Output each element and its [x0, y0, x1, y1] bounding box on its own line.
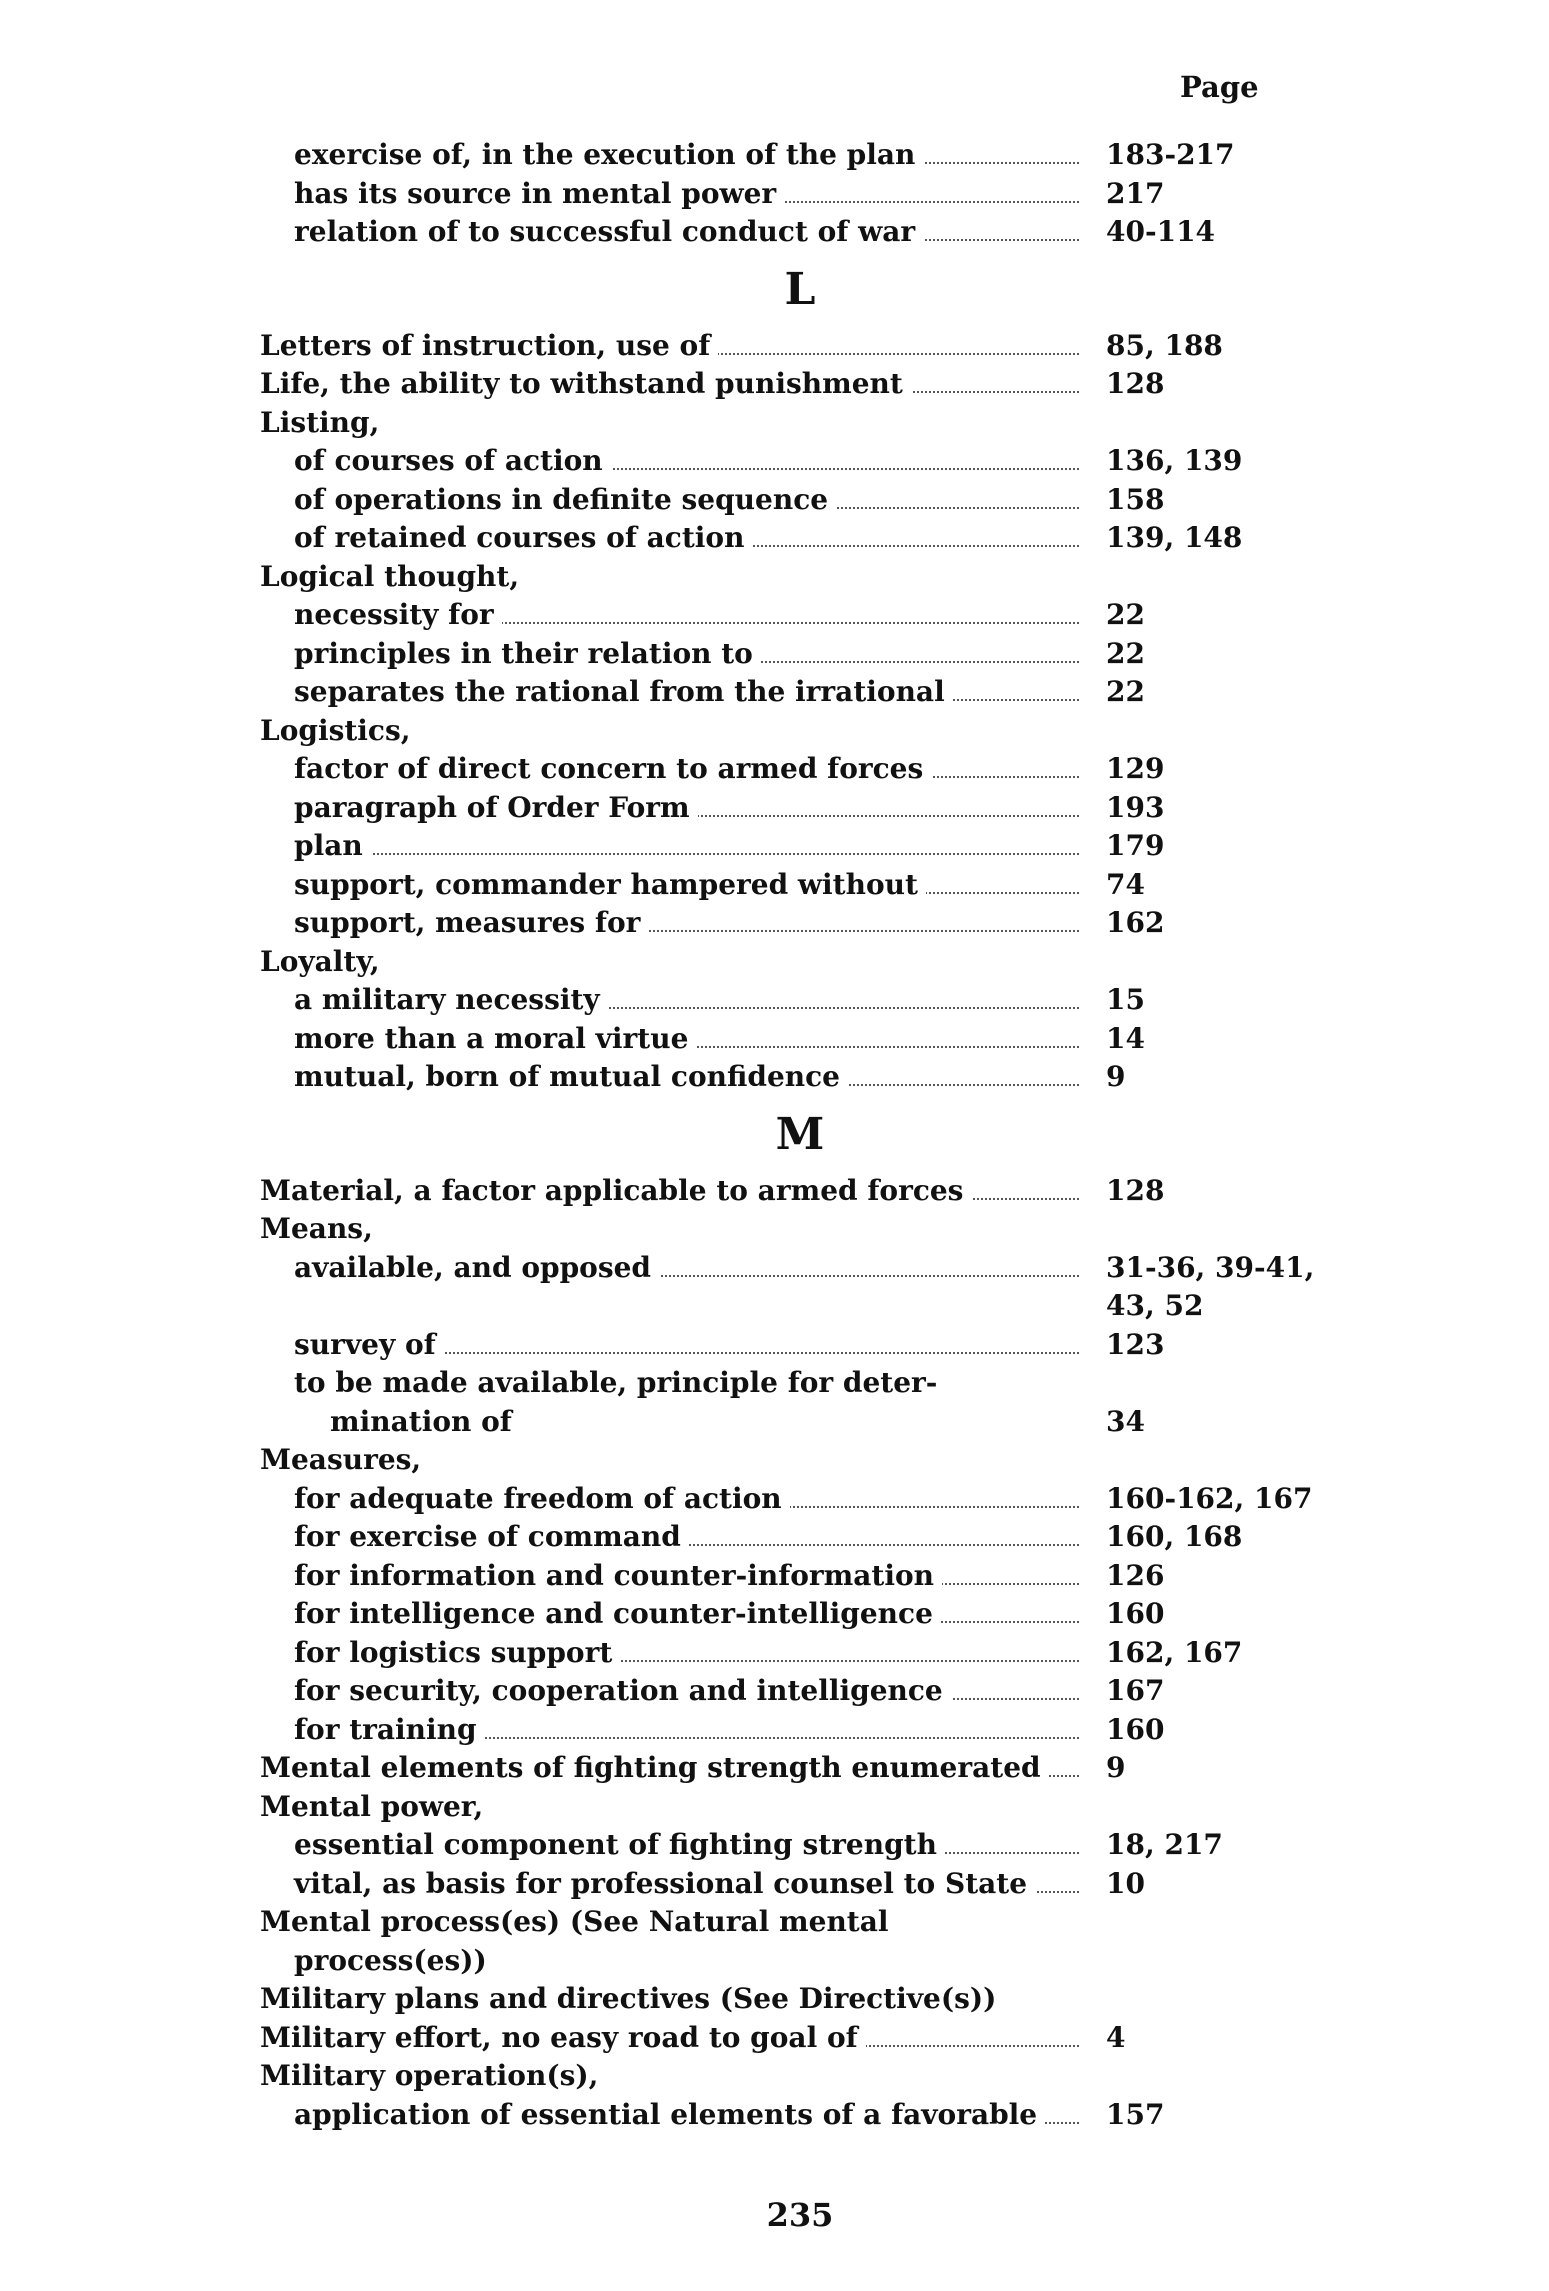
page-number: 235	[766, 2196, 834, 2234]
entry-pages: 9	[1100, 1058, 1125, 1097]
index-entry	[0, 1672, 1549, 1711]
entry-pages: 31-36, 39-41,	[1100, 1249, 1314, 1288]
entry-text: Loyalty,	[260, 943, 388, 982]
entry-text: support, commander hampered without	[294, 866, 926, 905]
entry-pages: 22	[1100, 596, 1145, 635]
index-entry	[0, 1557, 1549, 1596]
entry-pages: 160, 168	[1100, 1518, 1242, 1557]
entry-pages: 160	[1100, 1595, 1164, 1634]
entry-text: plan	[294, 827, 371, 866]
index-entry	[0, 1210, 1549, 1249]
index-entry	[0, 596, 1549, 635]
index-entry	[0, 1865, 1549, 1904]
entry-text: has its source in mental power	[294, 175, 784, 214]
entry-pages: 74	[1100, 866, 1145, 905]
index-entry	[0, 2019, 1549, 2058]
entry-text: Life, the ability to withstand punishment	[260, 365, 911, 404]
index-entry	[0, 1749, 1549, 1788]
entry-pages: 193	[1100, 789, 1164, 828]
entry-text: for intelligence and counter-intelligence	[294, 1595, 941, 1634]
index-entry	[0, 365, 1549, 404]
entry-text: Mental process(es) (See Natural mental	[260, 1903, 897, 1942]
entry-pages: 18, 217	[1100, 1826, 1223, 1865]
index-entry	[0, 175, 1549, 214]
entry-text: for exercise of command	[294, 1518, 689, 1557]
entry-pages: 128	[1100, 365, 1164, 404]
entry-text: for security, cooperation and intelligence	[294, 1672, 951, 1711]
index-entry	[0, 213, 1549, 252]
entry-pages: 162, 167	[1100, 1634, 1242, 1673]
entry-text: support, measures for	[294, 904, 648, 943]
index-entry	[0, 827, 1549, 866]
index-entry	[0, 1788, 1549, 1827]
index-entry	[0, 1172, 1549, 1211]
entry-pages: 139, 148	[1100, 519, 1242, 558]
section-letter	[0, 252, 1549, 327]
dot-leader	[294, 853, 1079, 855]
entry-text: Logical thought,	[260, 558, 527, 597]
entry-pages: 160	[1100, 1711, 1164, 1750]
entry-pages: 4	[1100, 2019, 1125, 2058]
entry-text: Listing,	[260, 404, 387, 443]
entry-pages: 183-217	[1100, 136, 1235, 175]
entry-text: Military effort, no easy road to goal of	[260, 2019, 866, 2058]
entry-pages: 34	[1100, 1403, 1145, 1442]
entry-text: of retained courses of action	[294, 519, 752, 558]
index-entry	[0, 1403, 1549, 1442]
index-entry	[0, 136, 1549, 175]
entry-text: available, and opposed	[294, 1249, 659, 1288]
entry-text: factor of direct concern to armed forces	[294, 750, 931, 789]
index-entry	[0, 1287, 1549, 1326]
entry-text: Military operation(s),	[260, 2057, 606, 2096]
index-entry	[0, 1634, 1549, 1673]
entry-text: for training	[294, 1711, 485, 1750]
entry-pages: 22	[1100, 635, 1145, 674]
entry-pages: 126	[1100, 1557, 1164, 1596]
entry-text: principles in their relation to	[294, 635, 761, 674]
entry-pages: 129	[1100, 750, 1164, 789]
entry-pages: 162	[1100, 904, 1164, 943]
index-entry	[0, 1595, 1549, 1634]
entry-text: Material, a factor applicable to armed forces	[260, 1172, 971, 1211]
entry-text: more than a moral virtue	[294, 1020, 696, 1059]
entry-text: a military necessity	[294, 981, 608, 1020]
index-entry	[0, 673, 1549, 712]
entry-text: separates the rational from the irrational	[294, 673, 953, 712]
entry-pages: 217	[1100, 175, 1164, 214]
index-entry	[0, 2096, 1549, 2135]
index-entry	[0, 1249, 1549, 1288]
entry-text: for information and counter-information	[294, 1557, 942, 1596]
index-entry	[0, 442, 1549, 481]
entry-text: to be made available, principle for deter-	[294, 1364, 945, 1403]
entry-text: of courses of action	[294, 442, 611, 481]
entry-text: mutual, born of mutual confidence	[294, 1058, 848, 1097]
index-entry	[0, 866, 1549, 905]
entry-text: application of essential elements of a favorable	[294, 2096, 1045, 2135]
index-entry	[0, 404, 1549, 443]
index-entry	[0, 1518, 1549, 1557]
entry-text: vital, as basis for professional counsel to State	[294, 1865, 1035, 1904]
index-entry	[0, 981, 1549, 1020]
entry-pages: 9	[1100, 1749, 1125, 1788]
entry-text: mination of	[330, 1403, 520, 1442]
entry-pages: 128	[1100, 1172, 1164, 1211]
entry-text: survey of	[294, 1326, 444, 1365]
entry-text: Measures,	[260, 1441, 429, 1480]
entry-text: necessity for	[294, 596, 502, 635]
entry-pages: 22	[1100, 673, 1145, 712]
entry-text: for logistics support	[294, 1634, 620, 1673]
entry-text: Letters of instruction, use of	[260, 327, 718, 366]
entry-text: exercise of, in the execution of the plan	[294, 136, 923, 175]
index-entry	[0, 635, 1549, 674]
entry-pages: 10	[1100, 1865, 1145, 1904]
index-entry	[0, 1711, 1549, 1750]
entry-pages: 136, 139	[1100, 442, 1242, 481]
index-entry	[0, 943, 1549, 982]
page-column-label: Page	[1180, 70, 1259, 104]
entry-text: relation of to successful conduct of war	[294, 213, 923, 252]
entry-pages: 85, 188	[1100, 327, 1223, 366]
index-entry	[0, 789, 1549, 828]
entry-text: essential component of fighting strength	[294, 1826, 945, 1865]
entry-text: paragraph of Order Form	[294, 789, 698, 828]
entry-text: Means,	[260, 1210, 381, 1249]
entry-pages: 158	[1100, 481, 1164, 520]
entry-pages: 123	[1100, 1326, 1164, 1365]
entry-text: Logistics,	[260, 712, 418, 751]
index-entry	[0, 1903, 1549, 1942]
entry-pages: 160-162, 167	[1100, 1480, 1312, 1519]
section-letter-text: M	[775, 1108, 825, 1160]
index-entry	[0, 1020, 1549, 1059]
index-entry	[0, 1364, 1549, 1403]
index-entry	[0, 481, 1549, 520]
entry-text: for adequate freedom of action	[294, 1480, 790, 1519]
index-entry	[0, 1826, 1549, 1865]
entry-pages: 14	[1100, 1020, 1145, 1059]
entry-pages: 15	[1100, 981, 1145, 1020]
index-entry	[0, 2057, 1549, 2096]
index-entry	[0, 1441, 1549, 1480]
index-entry	[0, 1480, 1549, 1519]
index-entry	[0, 1326, 1549, 1365]
section-letter-text: L	[784, 263, 816, 315]
section-letter	[0, 1097, 1549, 1172]
index-entry	[0, 750, 1549, 789]
entry-pages: 167	[1100, 1672, 1164, 1711]
index-entry	[0, 327, 1549, 366]
index-entry	[0, 519, 1549, 558]
entry-text: Mental elements of fighting strength enumerated	[260, 1749, 1049, 1788]
entry-pages: 179	[1100, 827, 1164, 866]
index-entries	[0, 136, 1549, 2134]
index-entry	[0, 904, 1549, 943]
index-entry	[0, 1942, 1549, 1981]
entry-text: Mental power,	[260, 1788, 491, 1827]
index-entry	[0, 558, 1549, 597]
index-entry	[0, 1980, 1549, 2019]
entry-text: Military plans and directives (See Directive(s))	[260, 1980, 1004, 2019]
index-entry	[0, 1058, 1549, 1097]
entry-text: of operations in definite sequence	[294, 481, 836, 520]
entry-pages: 157	[1100, 2096, 1164, 2135]
entry-pages: 40-114	[1100, 213, 1215, 252]
entry-pages: 43, 52	[1100, 1287, 1203, 1326]
index-entry	[0, 712, 1549, 751]
entry-text: process(es))	[294, 1942, 495, 1981]
